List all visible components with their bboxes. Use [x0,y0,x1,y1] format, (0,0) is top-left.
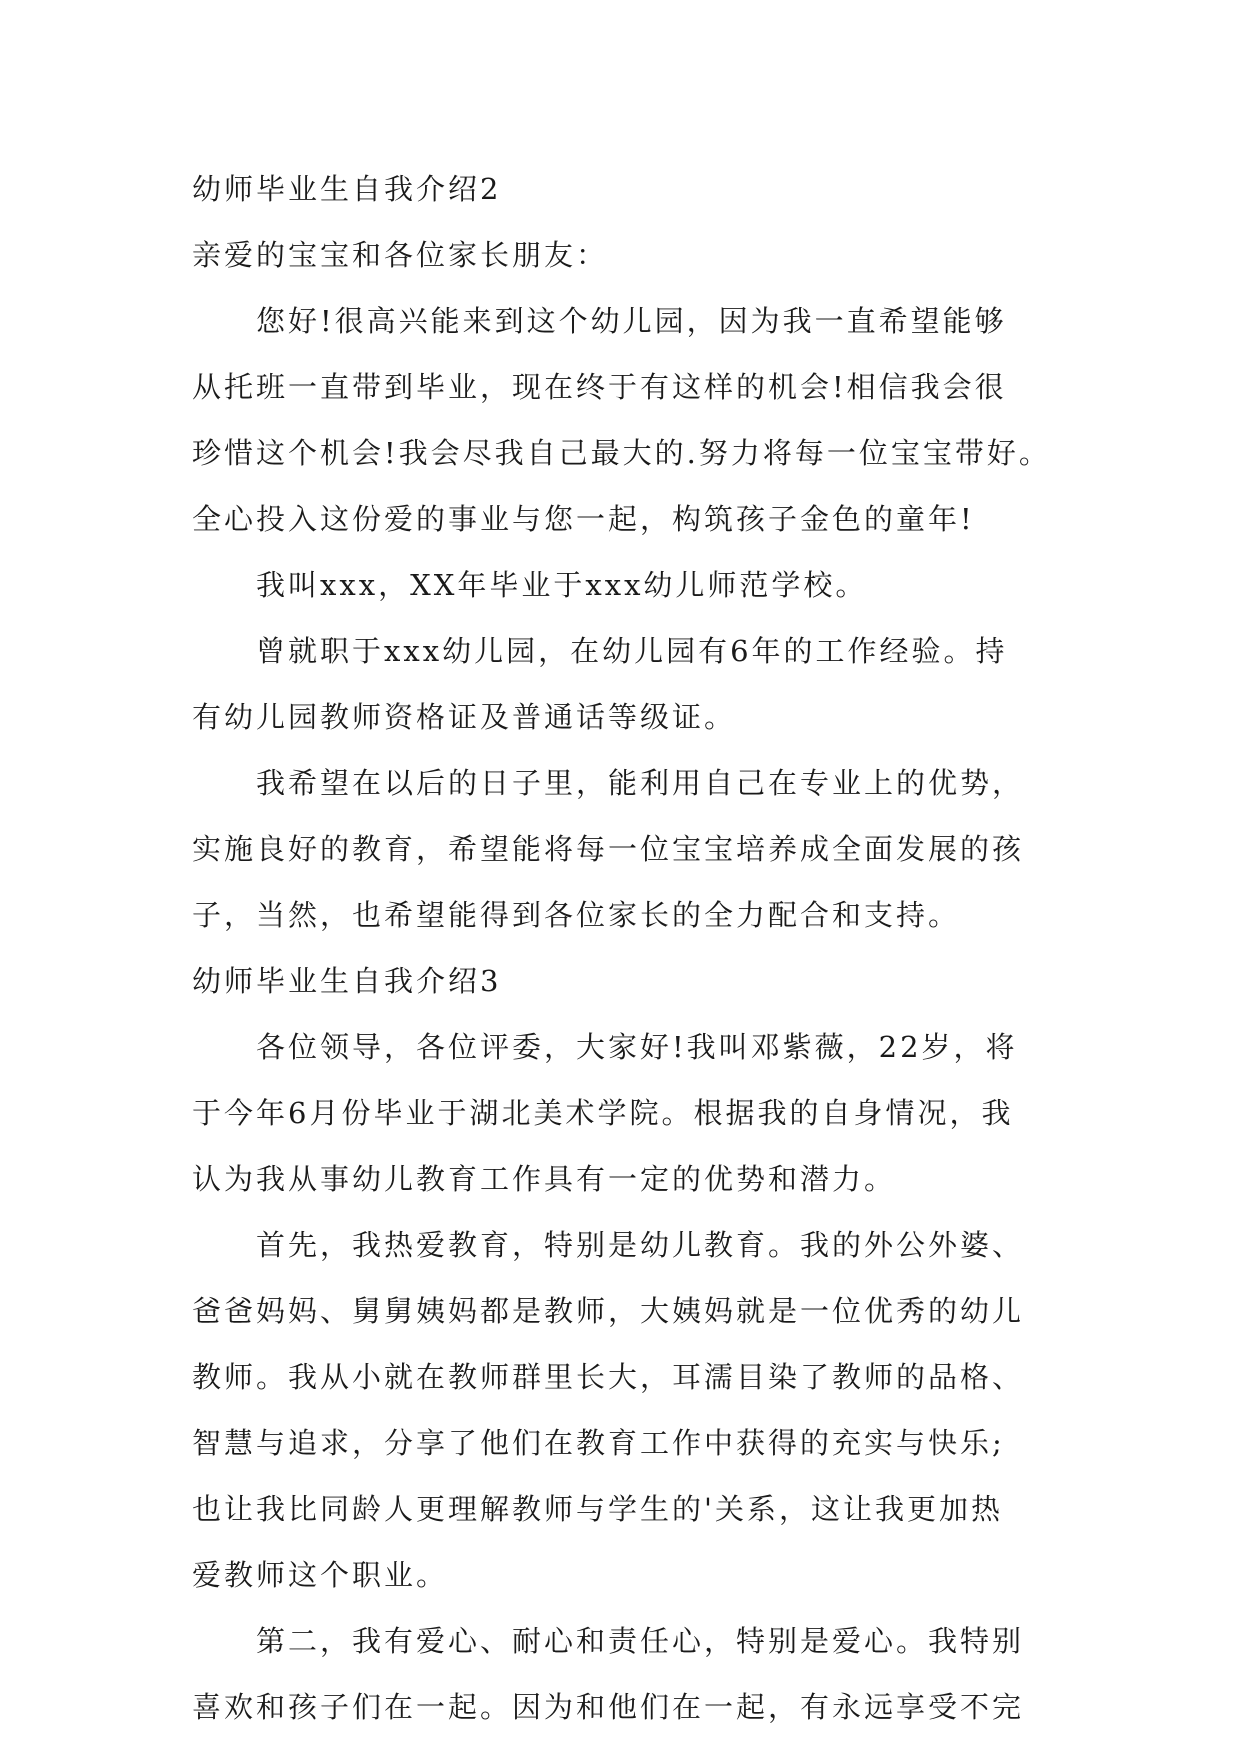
text-line: 各位领导，各位评委，大家好!我叫邓紫薇，22岁，将 [256,1030,1018,1064]
text-line: 全心投入这份爱的事业与您一起，构筑孩子金色的童年! [192,502,975,536]
salutation: 亲爱的宝宝和各位家长朋友： [192,238,609,272]
text-line: 曾就职于xxx幼儿园，在幼儿园有6年的工作经验。持 [256,634,1008,668]
section-title: 幼师毕业生自我介绍3 [192,964,502,998]
text-line: 于今年6月份毕业于湖北美术学院。根据我的自身情况，我 [192,1096,1014,1130]
text-line: 子，当然，也希望能得到各位家长的全力配合和支持。 [192,898,961,932]
text-line: 从托班一直带到毕业，现在终于有这样的机会!相信我会很 [192,370,1007,404]
text-line: 爱教师这个职业。 [192,1558,449,1592]
text-line: 我叫xxx，XX年毕业于xxx幼儿师范学校。 [256,568,868,602]
text-line: 认为我从事幼儿教育工作具有一定的优势和潜力。 [192,1162,897,1196]
section-title: 幼师毕业生自我介绍2 [192,172,502,206]
text-line: 实施良好的教育，希望能将每一位宝宝培养成全面发展的孩 [192,832,1025,866]
text-line: 珍惜这个机会!我会尽我自己最大的.努力将每一位宝宝带好。 [192,436,1051,470]
text-line: 智慧与追求，分享了他们在教育工作中获得的充实与快乐; [192,1426,1005,1460]
text-line: 您好!很高兴能来到这个幼儿园，因为我一直希望能够 [256,304,1007,338]
text-line: 我希望在以后的日子里，能利用自己在专业上的优势， [256,766,1025,800]
text-line: 爸爸妈妈、舅舅姨妈都是教师，大姨妈就是一位优秀的幼儿 [192,1294,1025,1328]
text-line: 第二，我有爱心、耐心和责任心，特别是爱心。我特别 [256,1624,1025,1658]
text-line: 喜欢和孩子们在一起。因为和他们在一起，有永远享受不完 [192,1690,1025,1724]
text-line: 有幼儿园教师资格证及普通话等级证。 [192,700,737,734]
text-line: 也让我比同龄人更理解教师与学生的'关系，这让我更加热 [192,1492,1003,1526]
text-line: 教师。我从小就在教师群里长大，耳濡目染了教师的品格、 [192,1360,1025,1394]
document-body [192,156,1077,1740]
text-line: 首先，我热爱教育，特别是幼儿教育。我的外公外婆、 [256,1228,1025,1262]
